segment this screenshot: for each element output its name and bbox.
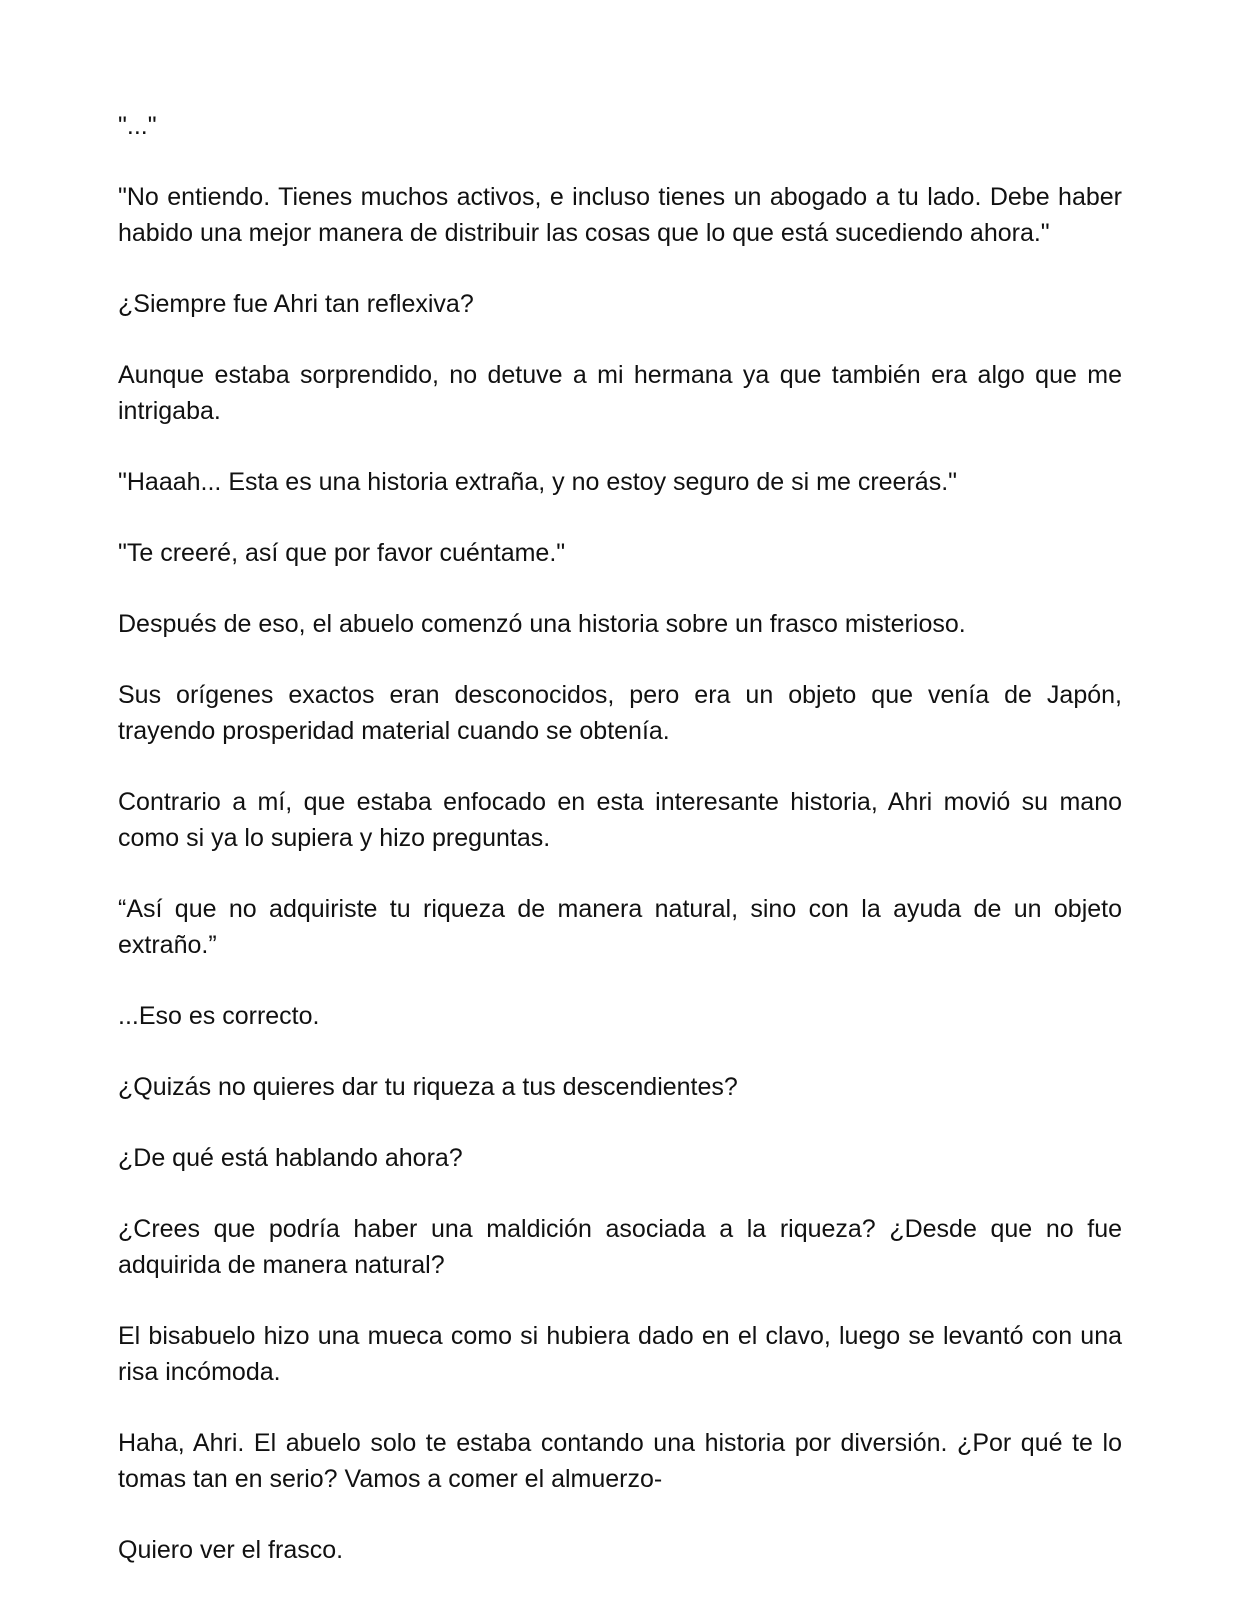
paragraph: El bisabuelo hizo una mueca como si hubiera dado en el clavo, luego se levantó con una risa incómoda. <box>118 1322 1122 1386</box>
paragraph: "Te creeré, así que por favor cuéntame." <box>118 539 566 567</box>
paragraph: ¿Crees que podría haber una maldición asociada a la riqueza? ¿Desde que no fue adquirida de manera natural? <box>118 1215 1122 1279</box>
paragraph: ¿Quizás no quieres dar tu riqueza a tus descendientes? <box>118 1073 738 1101</box>
document-body <box>118 108 1122 1603</box>
paragraph: "Haaah... Esta es una historia extraña, y no estoy seguro de si me creerás." <box>118 468 958 496</box>
paragraph: ¿Siempre fue Ahri tan reflexiva? <box>118 290 474 318</box>
paragraph: Aunque estaba sorprendido, no detuve a mi hermana ya que también era algo que me intrigaba. <box>118 361 1122 425</box>
paragraph: ¿De qué está hablando ahora? <box>118 1144 463 1172</box>
paragraph: "..." <box>118 112 157 140</box>
paragraph: Contrario a mí, que estaba enfocado en esta interesante historia, Ahri movió su mano como si ya lo supiera y hizo preguntas. <box>118 788 1122 852</box>
paragraph: ...Eso es correcto. <box>118 1002 320 1030</box>
paragraph: “Así que no adquiriste tu riqueza de manera natural, sino con la ayuda de un objeto extraño.” <box>118 895 1122 959</box>
paragraph: "No entiendo. Tienes muchos activos, e incluso tienes un abogado a tu lado. Debe haber habido una mejor manera de distribuir las cosas que lo que está sucediendo ahora." <box>118 183 1122 247</box>
paragraph: Sus orígenes exactos eran desconocidos, pero era un objeto que venía de Japón, trayendo prosperidad material cuando se obtenía. <box>118 681 1122 745</box>
paragraph: Haha, Ahri. El abuelo solo te estaba contando una historia por diversión. ¿Por qué te lo tomas tan en serio? Vamos a comer el almuerzo- <box>118 1429 1122 1493</box>
paragraph: Después de eso, el abuelo comenzó una historia sobre un frasco misterioso. <box>118 610 966 638</box>
paragraph: Quiero ver el frasco. <box>118 1536 344 1564</box>
